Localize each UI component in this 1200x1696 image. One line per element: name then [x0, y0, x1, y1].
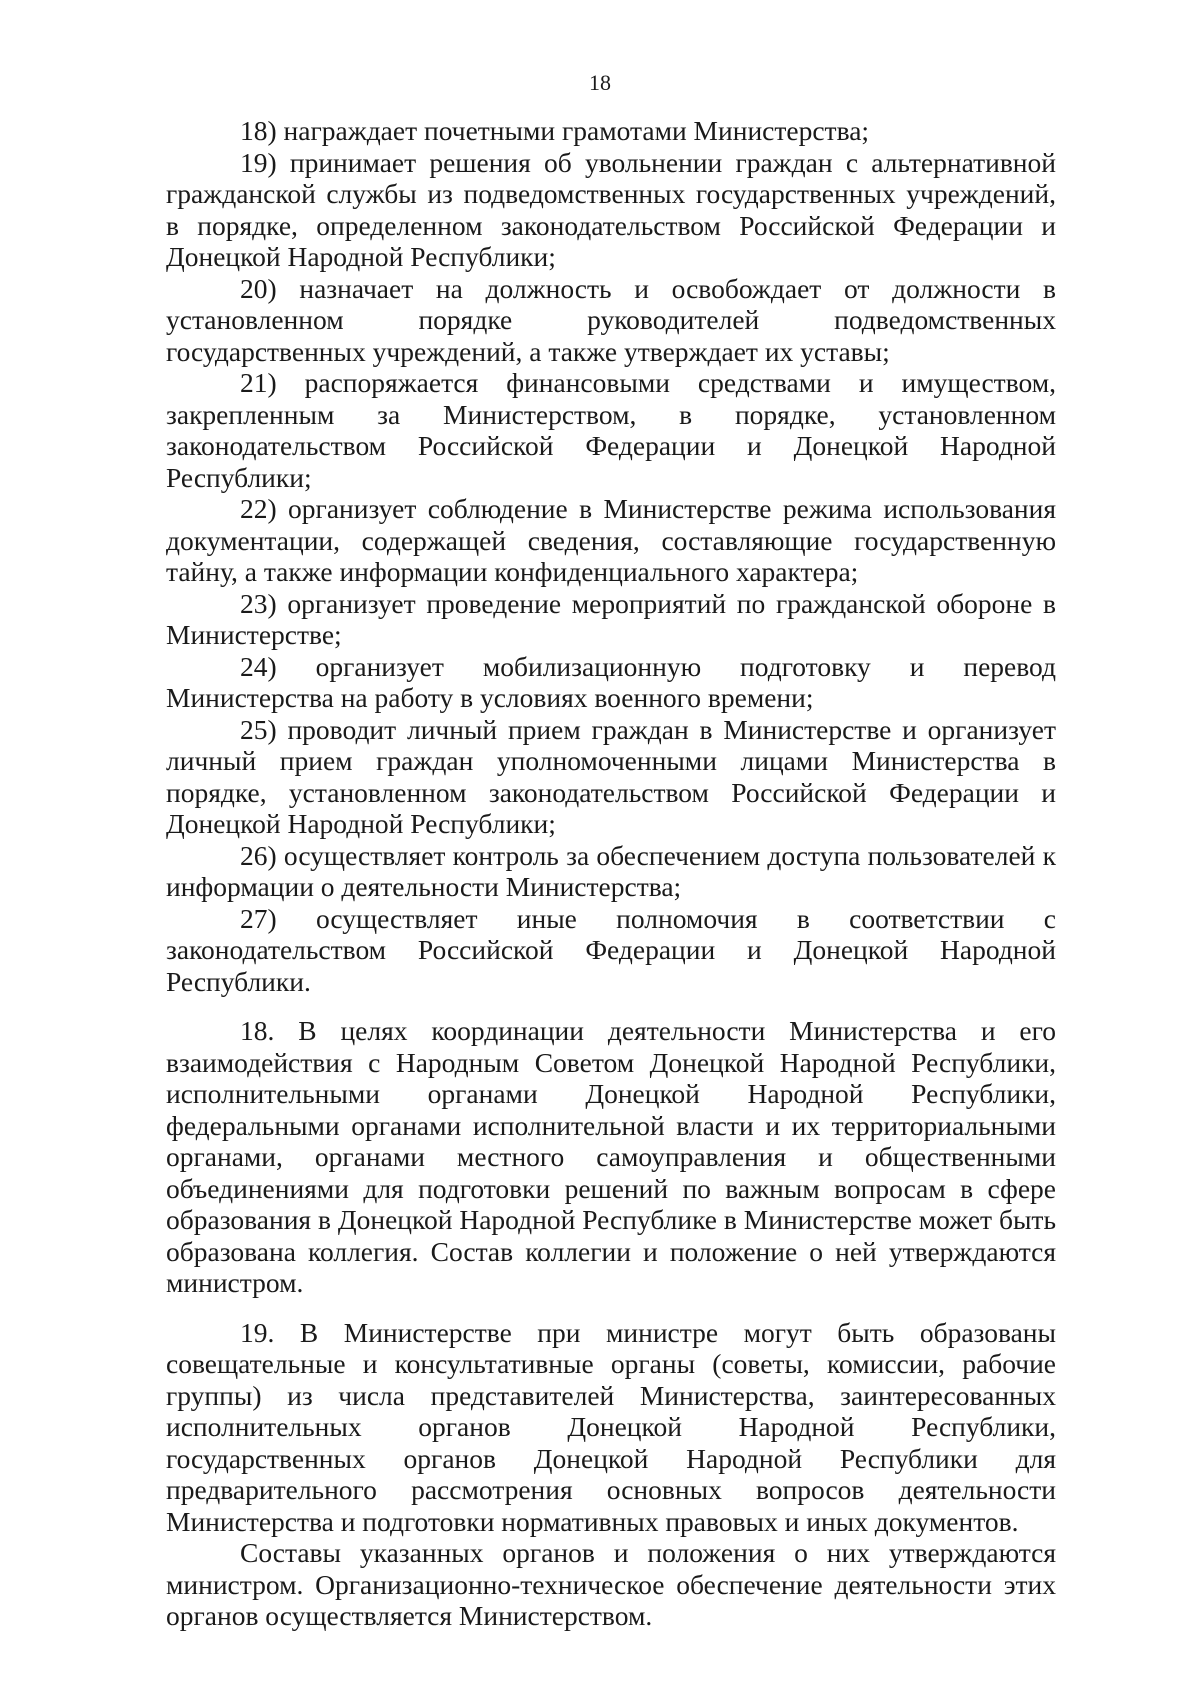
- list-item-26: 26) осуществляет контроль за обеспечением доступа пользователей к информации о деятельности Министерства;: [166, 839, 1056, 902]
- clause-19-second-paragraph: Составы указанных органов и положения о них утверждаются министром. Организационно-техническое обеспечение деятельности этих органов осуществляется Министерством.: [166, 1537, 1056, 1631]
- list-item-21: 21) распоряжается финансовыми средствами и имуществом, закрепленным за Министерством, в порядке, установленном законодательством Российской Федерации и Донецкой Народной Республики;: [166, 367, 1056, 493]
- page-number: 18: [589, 70, 611, 95]
- list-item-23: 23) организует проведение мероприятий по гражданской обороне в Министерстве;: [166, 587, 1056, 650]
- clause-19-paragraph: 19. В Министерстве при министре могут быть образованы совещательные и консультативные органы (советы, комиссии, рабочие группы) из числа представителей Министерства, заинтересованных исполнительных органов Донецкой Народной Республики, государственных органов Донецкой Народной Республики для предварительного рассмотрения основных вопросов деятельности Министерства и подготовки нормативных правовых и иных документов.: [166, 1316, 1056, 1537]
- list-item-18: 18) награждает почетными грамотами Министерства;: [240, 115, 870, 146]
- list-item-19: 19) принимает решения об увольнении граждан с альтернативной гражданской службы из подведомственных государственных учреждений, в порядке, определенном законодательством Российской Федерации и Донецкой Народной Республики;: [166, 146, 1056, 272]
- list-item-22: 22) организует соблюдение в Министерстве режима использования документации, содержащей сведения, составляющие государственную тайну, а также информации конфиденциального характера;: [166, 493, 1056, 587]
- clause-18-paragraph: 18. В целях координации деятельности Министерства и его взаимодействия с Народным Советом Донецкой Народной Республики, исполнительными органами Донецкой Народной Республики, федеральными органами исполнительной власти и их территориальными органами, органами местного самоуправления и общественными объединениями для подготовки решений по важным вопросам в сфере образования в Донецкой Народной Республике в Министерстве может быть образована коллегия. Состав коллегии и положение о ней утверждаются министром.: [166, 1015, 1056, 1298]
- list-item-25: 25) проводит личный прием граждан в Министерстве и организует личный прием граждан уполномоченными лицами Министерства в порядке, установленном законодательством Российской Федерации и Донецкой Народной Республики;: [166, 713, 1056, 839]
- list-item-27: 27) осуществляет иные полномочия в соответствии с законодательством Российской Федерации и Донецкой Народной Республики.: [166, 902, 1056, 997]
- list-item-20: 20) назначает на должность и освобождает от должности в установленном порядке руководителей подведомственных государственных учреждений, а также утверждает их уставы;: [166, 272, 1056, 367]
- document-body: [166, 115, 1056, 1632]
- list-item-24: 24) организует мобилизационную подготовку и перевод Министерства на работу в условиях военного времени;: [166, 650, 1056, 713]
